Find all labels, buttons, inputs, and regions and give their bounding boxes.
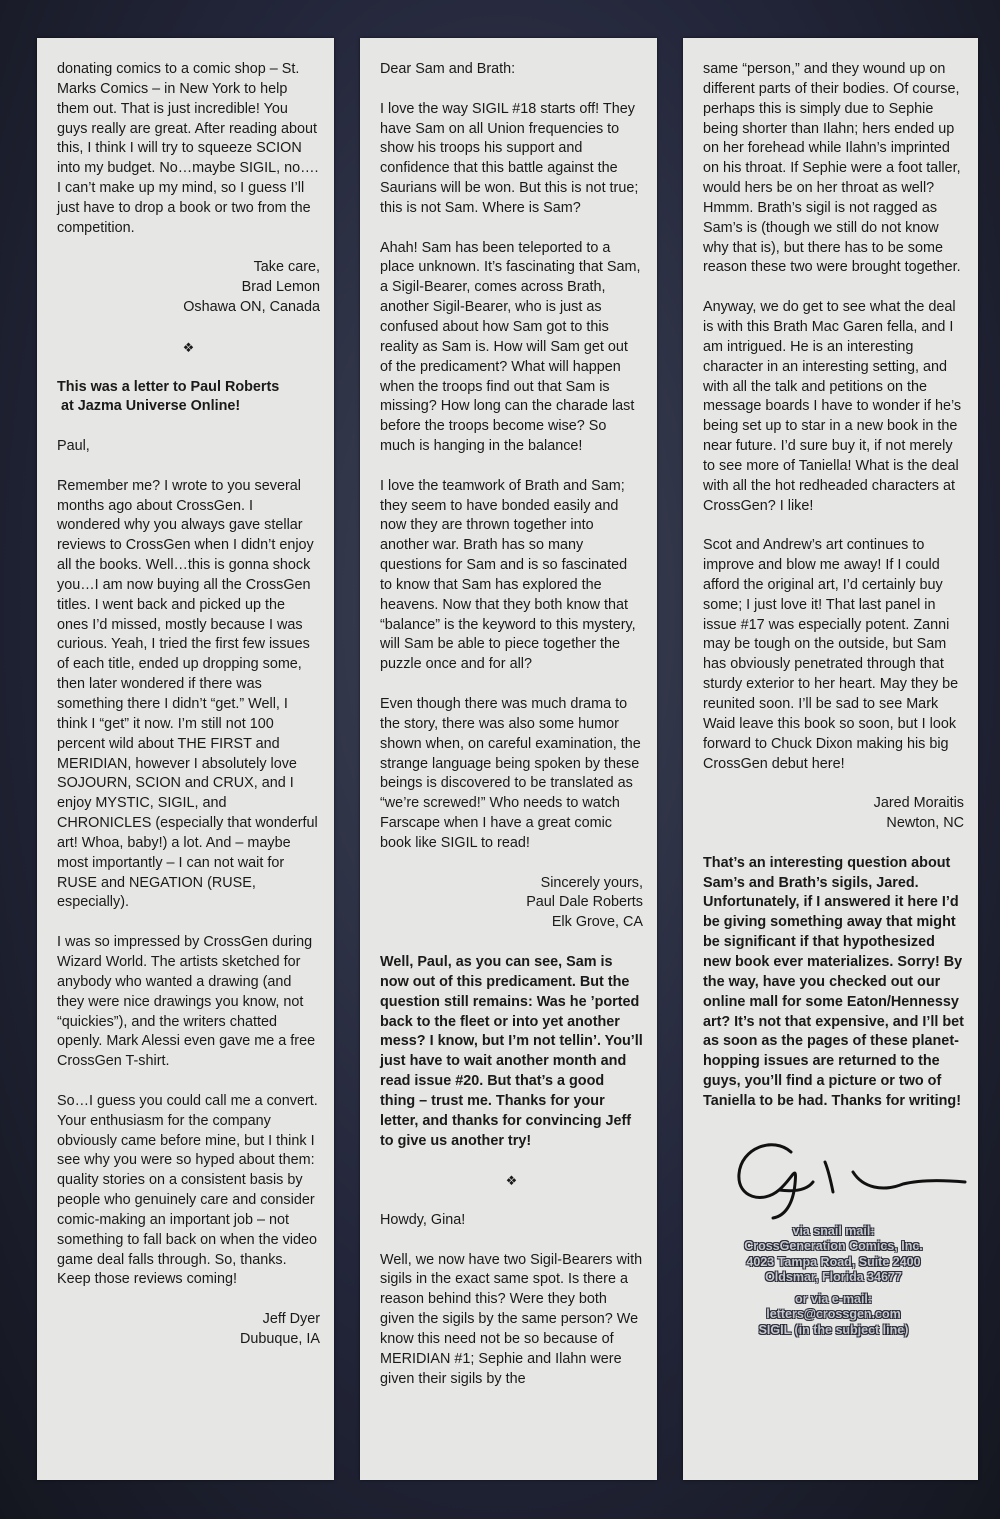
writer-location: Dubuque, IA <box>239 1331 320 1347</box>
ornament-divider: ❖ <box>182 339 195 355</box>
letter-text: Ahah! Sam has been teleported to a place unknown. It’s fascinating that Sam, a Sigil-Bearer, comes across Brath, another Sigil-Bearer, who is just as confused about how Sam got to this reality as Sam is. How will Sam get out of the predicament? What will happen when the troops find out that Sam is missing? How long can the charade last before the troops become wise? So much is hanging in the balance! <box>380 239 641 455</box>
letter-text: Well, we now have two Sigil-Bearers with sigils in the exact same spot. Is there a reason behind this? Were they both given the sigils by the same person? We know this need not be so because of MERIDIAN #1; Sephie and Ilahn were given their sigils by the <box>380 1251 643 1387</box>
salutation: Dear Sam and Brath: <box>380 61 516 77</box>
letter-text: donating comics to a comic shop – St. Marks Comics – in New York to help them out. That is just incredible! You guys really are great. After reading about this, I think I will try to squeeze SCION into my budget. No…maybe SIGIL, no…. I can’t make up my mind, so I guess I’ll just have to drop a book or two from the competition. <box>57 61 319 236</box>
writer-location: Oshawa ON, Canada <box>183 299 320 316</box>
salutation: Howdy, Gina! <box>380 1211 466 1228</box>
letter-text: I love the way SIGIL #18 starts off! They have Sam on all Union frequencies to show his troops his support and confidence that this battle against the Saurians will be won. But this is not true; this is not Sam. Where is Sam? <box>380 100 639 216</box>
letter-text: Scot and Andrew’s art continues to improve and blow me away! If I could afford the original art, I’d certainly buy some; I just love it! That last panel in issue #17 was especially potent. Zanni may be tough on the outside, but Sam has obviously penetrated through that sturdy exterior to her heart. May they be reunited soon. I’ll be sad to see Mark Waid leave this book so soon, but I look forward to Chuck Dixon making his big CrossGen debut here! <box>703 537 959 772</box>
letter-text: Remember me? I wrote to you several months ago about CrossGen. I wondered why you always gave stellar reviews to CrossGen when I didn’t enjoy all the books. Well…this is gonna shock you…I am now buying all the CrossGen titles. I went back and picked up the ones I’d missed, mostly because I was curious. Yeah, I tried the first few issues of each title, ended up dropping some, then later wondered if there was something there I didn’t “get.” Well, I think I “get” it now. I’m still not 100 percent wild about THE FIRST and MERIDIAN, however I absolutely love SOJOURN, SCION and CRUX, and I enjoy MYSTIC, SIGIL, and CHRONICLES (especially that wonderful art! Whoa, baby!) a lot. And – maybe most importantly – I can not wait for RUSE and NEGATION (RUSE, especially). <box>57 477 318 911</box>
letter-text: I was so impressed by CrossGen during Wizard World. The artists sketched for anybody who wanted a drawing (and they were nice drawings you know, not “quickies”), and the writers chatted openly. Mark Alessi even gave me a free CrossGen T-shirt. <box>57 934 316 1070</box>
address-line: via snail mail: <box>792 1223 875 1238</box>
writer-name: Jared Moraitis <box>873 795 964 812</box>
letter-text: I love the teamwork of Brath and Sam; they seem to have bonded easily and now they are thrown together into another war. Brath has so many questions for Sam and is so fascinated to know that Sam has explored the heavens. Now that they both know that “balance” is the keyword to this mystery, will Sam be able to piece together the puzzle once and for all? <box>380 477 636 673</box>
writer-location: Elk Grove, CA <box>551 914 643 931</box>
editor-intro-line: This was a letter to Paul Roberts <box>57 378 280 395</box>
writer-name: Brad Lemon <box>241 279 320 296</box>
letter-text: Even though there was much drama to the story, there was also some humor shown when, on careful examination, the strange language being spoken by these beings is discovered to be translated as “we’re screwed!” Who needs to watch Farscape when I have a great comic book like SIGIL to read! <box>380 696 641 851</box>
signature-block <box>380 874 643 934</box>
letters-column-1 <box>37 38 334 1480</box>
address-line: CrossGeneration Comics, Inc. <box>744 1239 923 1254</box>
writer-name: Jeff Dyer <box>262 1311 320 1328</box>
letter-text: So…I guess you could call me a convert. Your enthusiasm for the company obviously came before mine, but I think I see why you were so hyped about them: quality stories on a consistent basis by people who genuinely care and consider comic-making an important job – not something to fall back on when the video game deal falls through. So, thanks. Keep those reviews coming! <box>57 1092 318 1288</box>
editor-intro <box>57 378 320 418</box>
signature-block <box>703 794 964 834</box>
salutation: Paul, <box>57 438 90 455</box>
address-line: SIGIL (in the subject line) <box>758 1322 909 1337</box>
address-line: Oldsmar, Florida 34677 <box>765 1270 902 1285</box>
signature-block <box>57 258 320 318</box>
address-line: 4023 Tampa Road, Suite 2400 <box>746 1254 921 1269</box>
ornament-divider: ❖ <box>505 1173 518 1189</box>
email-address: letters@crossgen.com <box>766 1307 901 1322</box>
editor-reply: That’s an interesting question about Sam’s and Brath’s sigils, Jared. Unfortunately, if I answered it here I’d be giving something away that might be significant if that hypothesized new book ever materializes. Sorry! By the way, have you checked out our online mall for some Eaton/Hennessy art? It’s not that expensive, and I’ll bet as soon as the pages of these planet-hopping issues are returned to the guys, you’ll find a picture or two of Taniella to be had. Thanks for writing! <box>703 854 964 1109</box>
editor-intro-line: at Jazma Universe Online! <box>61 398 241 415</box>
signature-block <box>57 1310 320 1350</box>
letters-column-2 <box>360 38 657 1480</box>
letter-text: Anyway, we do get to see what the deal is with this Brath Mac Garen fella, and I am intrigued. He is an interesting character in an interesting setting, and with all the talk and petitions on the message boards I have to wonder if he’s being set up to star in a new book in the near future. I’d sure buy it, if not merely to see more of Taniella! What is the deal with all the hot redheaded characters at CrossGen? I like! <box>703 299 962 514</box>
address-line: or via e-mail: <box>794 1291 873 1306</box>
sign-off: Take care, <box>253 259 320 276</box>
letters-column-3 <box>683 38 978 1480</box>
writer-name: Paul Dale Roberts <box>526 894 643 911</box>
editor-reply: Well, Paul, as you can see, Sam is now out of this predicament. But the question still remains: Was he ’ported back to the fleet or into yet another mess? I know, but I’m not tellin’. You’ll just have to wait another month and read issue #20. But that’s a good thing – trust me. Thanks for your letter, and thanks for convincing Jeff to give us another try! <box>380 953 643 1149</box>
sign-off: Sincerely yours, <box>540 874 643 891</box>
mailing-address <box>703 1224 964 1339</box>
writer-location: Newton, NC <box>886 815 964 832</box>
letter-text: same “person,” and they wound up on different parts of their bodies. Of course, perhaps this is simply due to Sephie being shorter than Ilahn; hers ended up on her forehead while Ilahn’s imprinted on his throat. If Sephie were a foot taller, would hers be on her throat as well? Hmmm. Brath’s sigil is not ragged as Sam’s is (though we still do not know why that is), but there has to be some reason these two were brought together. <box>703 61 961 276</box>
editor-signature <box>733 1132 973 1220</box>
